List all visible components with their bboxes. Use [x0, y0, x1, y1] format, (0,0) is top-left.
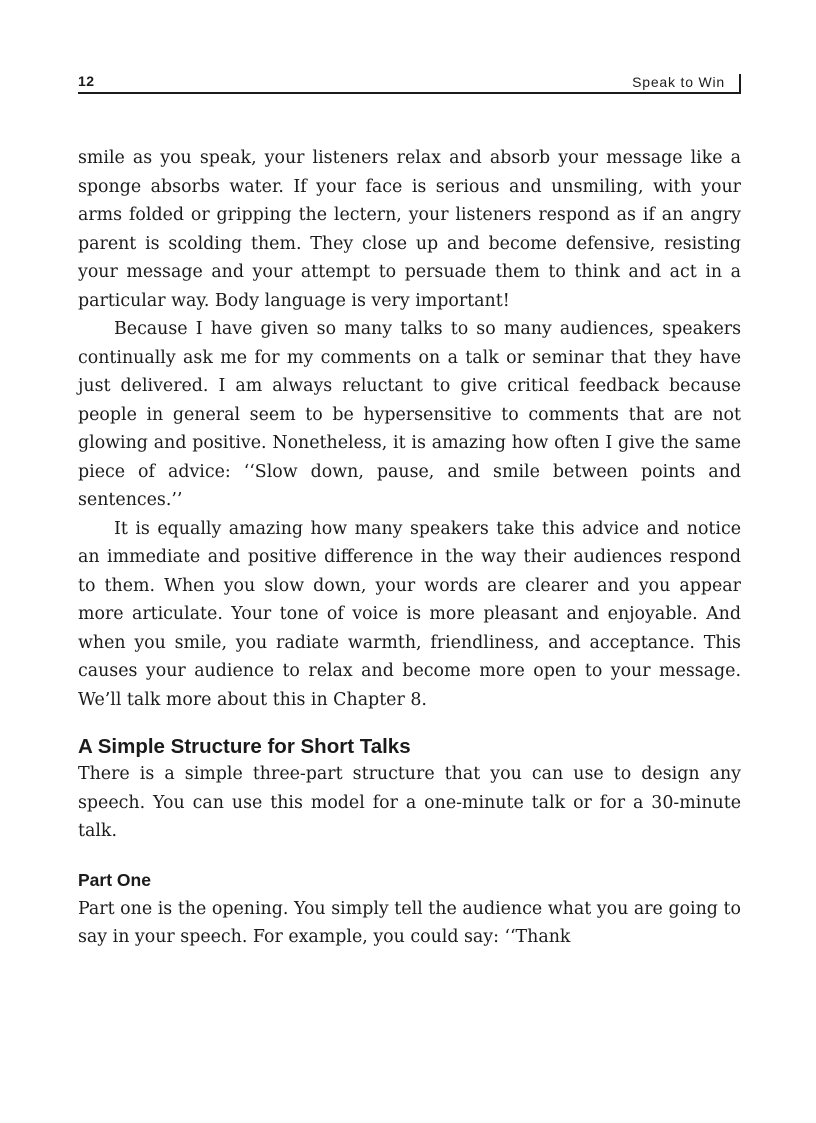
body-paragraph-1: smile as you speak, your listeners relax and absorb your message like a sponge absorbs water. If your face is serious and unsmiling, with your arms folded or gripping the lectern, your listeners respond as if an angry parent is scolding them. They close up and become defensive, resisting your message and your attempt to persuade them to think and act in a particular way. Body language is very important!: [78, 148, 741, 311]
running-title: Speak to Win: [632, 74, 725, 90]
running-header: [78, 72, 741, 94]
part-one-paragraph: Part one is the opening. You simply tell the audience what you are going to say in your speech. For example, you could say: ‘‘Thank: [78, 898, 741, 947]
body-paragraph-3: It is equally amazing how many speakers take this advice and notice an immediate and positive difference in the way their audiences respond to them. When you slow down, your words are clearer and you appear more articulate. Your tone of voice is more pleasant and enjoyable. And when you smile, you radiate warmth, friendliness, and acceptance. This causes your audience to relax and become more open to your message. We’ll talk more about this in Chapter 8.: [78, 518, 741, 710]
body-paragraph-2: Because I have given so many talks to so many audiences, speakers continually ask me for my comments on a talk or seminar that they have just delivered. I am always reluctant to give critical feedback because people in general seem to be hypersensitive to comments that are not glowing and positive. Nonetheless, it is amazing how often I give the same piece of advice: ‘‘Slow down, pause, and smile between points and sentences.’’: [78, 319, 741, 510]
page-body: [78, 144, 741, 952]
section-heading: A Simple Structure for Short Talks: [78, 735, 411, 758]
header-corner-rule: [739, 74, 741, 94]
section-paragraph: There is a simple three-part structure that you can use to design any speech. You can use this model for a one-minute talk or for a 30-minute talk.: [78, 764, 741, 841]
page-number: 12: [78, 73, 95, 89]
subheading-part-one: Part One: [78, 869, 151, 890]
